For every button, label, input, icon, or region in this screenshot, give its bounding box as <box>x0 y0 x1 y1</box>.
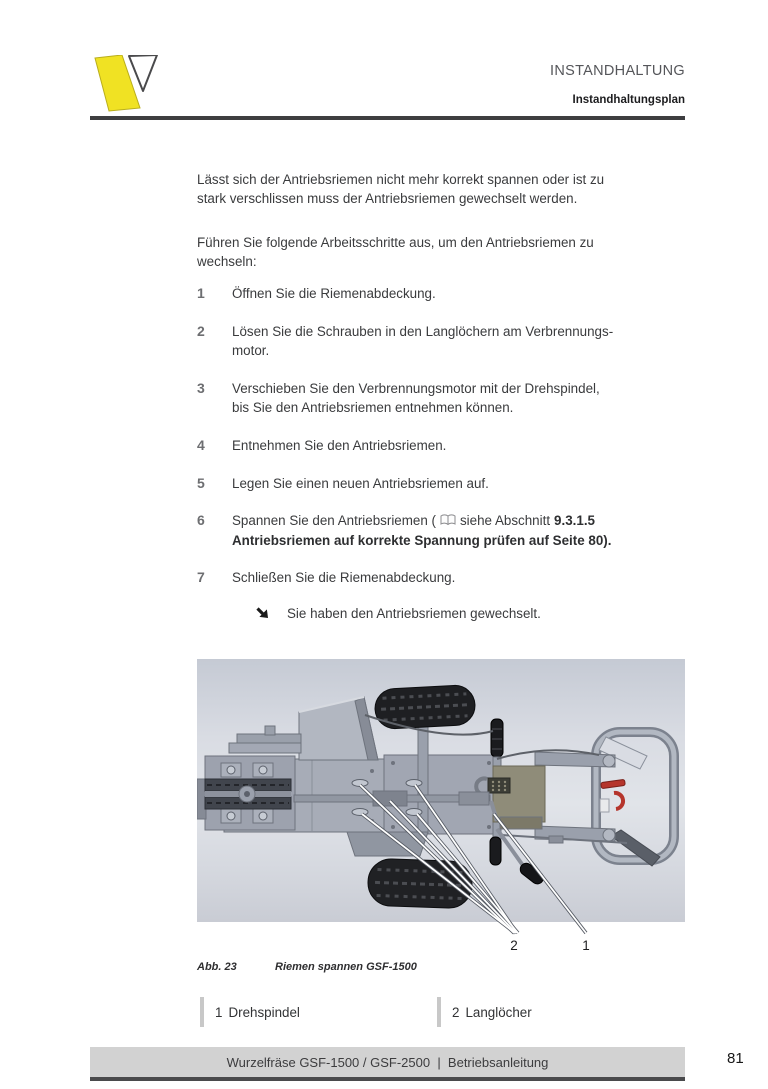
legend-label: Drehspindel <box>228 1004 300 1020</box>
brand-logo-icon <box>94 55 158 113</box>
legend-item-langloecher <box>437 997 652 1027</box>
intro-paragraph-1 <box>197 170 692 208</box>
legend-key: 1 <box>215 1004 223 1020</box>
footer-rule <box>90 1077 685 1081</box>
step-4 <box>197 436 692 455</box>
callout-label-2: 2 <box>510 938 518 953</box>
legend-label: Langlöcher <box>465 1004 532 1020</box>
footer-bar <box>90 1047 685 1077</box>
machine-illustration <box>197 659 685 955</box>
step-text: motor. <box>232 343 270 358</box>
knurled-grip <box>490 837 501 865</box>
step-1 <box>197 284 692 303</box>
step-number: 1 <box>197 285 205 301</box>
step-text: Legen Sie einen neuen Antriebsriemen auf. <box>232 476 489 491</box>
step-text: Öffnen Sie die Riemenabdeckung. <box>232 286 436 301</box>
paragraph-line: Führen Sie folgende Arbeitsschritte aus, um den Antriebsriemen zu <box>197 235 594 250</box>
open-book-icon <box>440 512 456 531</box>
step-6 <box>197 511 692 550</box>
legend-key: 2 <box>452 1004 460 1020</box>
step-7 <box>197 568 692 587</box>
knurled-grip <box>491 719 503 757</box>
footer-text: Wurzelfräse GSF-1500 / GSF-2500 | Betriebsanleitung <box>226 1054 549 1070</box>
step-5 <box>197 474 692 493</box>
step-number: 6 <box>197 512 205 528</box>
step-number: 4 <box>197 437 205 453</box>
section-subtitle: Instandhaltungsplan <box>572 94 685 106</box>
paragraph-line: wechseln: <box>197 254 257 269</box>
slot-hole <box>406 780 422 787</box>
step-text: Entnehmen Sie den Antriebsriemen. <box>232 438 447 453</box>
paragraph-line: stark verschlissen muss der Antriebsriemen gewechselt werden. <box>197 191 578 206</box>
arrow-down-right-icon <box>256 605 269 624</box>
result-text: Sie haben den Antriebsriemen gewechselt. <box>287 606 541 621</box>
step-text: Lösen Sie die Schrauben in den Langlöchern am Verbrennungs- <box>232 324 614 339</box>
figure-caption-label: Abb. 23 <box>197 961 237 973</box>
step-reference-bold: 9.3.1.5 <box>554 513 595 528</box>
step-number: 2 <box>197 323 205 339</box>
step-result <box>256 604 541 624</box>
transport-wheel <box>367 858 473 909</box>
slot-hole <box>352 809 368 816</box>
step-text: Schließen Sie die Riemenabdeckung. <box>232 570 456 585</box>
page-number: 81 <box>727 1050 744 1067</box>
paragraph-line: Lässt sich der Antriebsriemen nicht mehr korrekt spannen oder ist zu <box>197 172 605 187</box>
step-number: 5 <box>197 475 205 491</box>
intro-paragraph-2 <box>197 233 692 271</box>
step-text: Verschieben Sie den Verbrennungsmotor mit der Drehspindel, <box>232 381 600 396</box>
step-text: Spannen Sie den Antriebsriemen ( <box>232 513 436 528</box>
callout-label-1: 1 <box>582 938 590 953</box>
step-3 <box>197 379 692 417</box>
engine-mount <box>493 766 545 822</box>
section-title: INSTANDHALTUNG <box>550 63 685 79</box>
step-reference-bold: Antriebsriemen auf korrekte Spannung prüfen auf Seite 80). <box>232 533 612 548</box>
step-number: 7 <box>197 569 205 585</box>
step-text: siehe Abschnitt <box>459 513 551 528</box>
header-rule <box>90 116 685 120</box>
figure-caption-text: Riemen spannen GSF-1500 <box>275 961 417 973</box>
step-2 <box>197 322 692 360</box>
legend-item-drehspindel <box>200 997 437 1027</box>
step-number: 3 <box>197 380 205 396</box>
step-text: bis Sie den Antriebsriemen entnehmen können. <box>232 400 514 415</box>
